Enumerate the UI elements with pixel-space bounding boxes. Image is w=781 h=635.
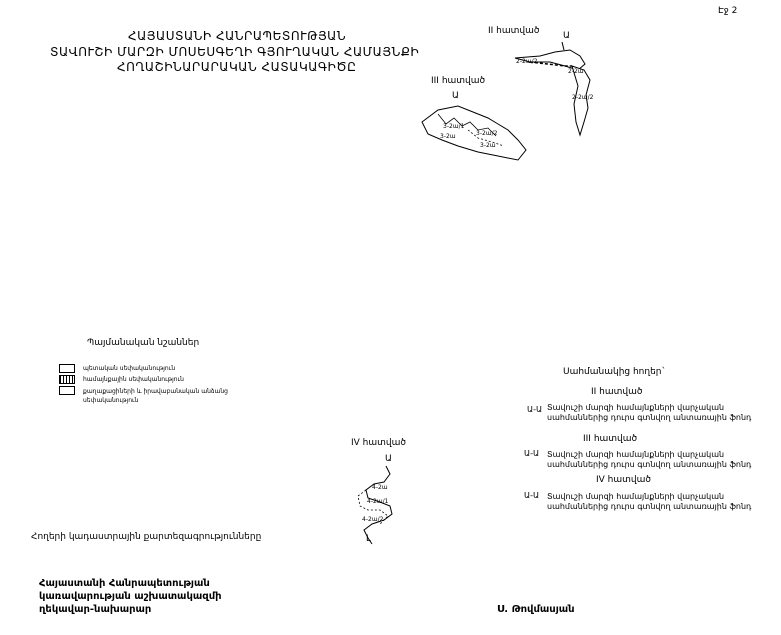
cadastral-note: Հողերի կադաստրային քարտեզագրությունները <box>31 532 262 542</box>
signatory-name: Ս. Թովմասյան <box>497 604 575 615</box>
boundary-text-iii-1: Տավուշի մարզի համայնքների վարչական <box>547 450 725 459</box>
legend-swatch-private <box>59 386 75 395</box>
boundary-text-iv-1: Տավուշի մարզի համայնքների վարչական <box>547 492 725 501</box>
page-number: Էջ 2 <box>718 6 738 16</box>
section-iii-point-u: Ա <box>452 91 459 101</box>
boundary-section-iv: IV հատված <box>596 475 651 485</box>
section-iv-point-u: Ա <box>385 454 392 464</box>
section-iii-label: III հատված <box>431 76 486 86</box>
signature-line-3: ղեկավար-նախարար <box>39 604 152 615</box>
section-ii-point-u: Ա <box>563 31 570 41</box>
legend-item-state: պետական սեփականություն <box>83 365 176 372</box>
boundary-section-iii: III հատված <box>583 434 638 444</box>
parcel-ii-label-3: 2-2ա/2 <box>572 94 594 101</box>
parcel-iv-label-3: 4-2ա/2 <box>362 516 384 523</box>
boundary-text-ii-1: Տավուշի մարզի համայնքների վարչական <box>547 403 725 412</box>
parcel-iii-label-4: 3-2ա <box>480 142 496 149</box>
parcel-iii-label-1: 3-2ա/1 <box>443 123 465 130</box>
parcel-iii-label-2: 3-2ա <box>440 133 456 140</box>
parcel-ii-label-2: 2-2ա <box>568 68 584 75</box>
boundary-code-ii: Ա-Ա <box>527 405 543 414</box>
title-line-2: ՏԱՎՈՒՇԻ ՄԱՐԶԻ ՄՈՍԵՍԳԵՂԻ ԳՅՈՒՂԱԿԱՆ ՀԱՄԱՅՆՔԻ <box>50 45 420 59</box>
title-line-1: ՀԱՅԱՍՏԱՆԻ ՀԱՆՐԱՊԵՏՈՒԹՅԱՆ <box>128 29 347 43</box>
boundary-section-ii: II հատված <box>591 387 643 397</box>
legend-swatch-community <box>59 375 75 384</box>
legend-item-private: քաղաքացիների և իրավաբանական անձանց սեփականություն <box>83 388 228 404</box>
signature-line-1: Հայաստանի Հանրապետության <box>39 578 210 589</box>
parcel-iii-outline <box>422 106 526 160</box>
parcel-iv-label-2: 4-2ա/1 <box>367 498 389 505</box>
title-line-3: ՀՈՂԱՇԻՆԱՐԱՐԱԿԱՆ ՀԱՏԱԿԱԳԻԾԸ <box>117 60 357 74</box>
section-ii-label: II հատված <box>488 26 540 36</box>
parcel-iv-boundary <box>364 466 392 544</box>
legend-item-community: համայնքային սեփականություն <box>83 376 184 383</box>
boundary-text-ii-2: սահմաններից դուրս գտնվող անտառային ֆոնդ <box>547 413 752 422</box>
boundary-code-iii: Ա-Ա <box>524 449 540 458</box>
parcel-iii-label-3: 3-2ա/2 <box>476 130 498 137</box>
boundary-code-iv: Ա-Ա <box>524 491 540 500</box>
signature-line-2: կառավարության աշխատակազմի <box>39 591 222 602</box>
legend-swatch-state <box>59 364 75 373</box>
boundary-text-iv-2: սահմաններից դուրս գտնվող անտառային ֆոնդ <box>547 502 752 511</box>
section-iv-point-l: Լ <box>366 534 371 544</box>
boundary-title: Սահմանակից հողեր` <box>563 367 666 377</box>
legend-title: Պայմանական նշաններ <box>87 338 200 348</box>
parcel-iv-label-1: 4-2ա <box>372 484 388 491</box>
boundary-marker-line <box>562 42 564 50</box>
section-iv-label: IV հատված <box>351 438 406 448</box>
boundary-text-iii-2: սահմաններից դուրս գտնվող անտառային ֆոնդ <box>547 460 752 469</box>
parcel-ii-label-1: 2-2ա/2 <box>516 58 538 65</box>
